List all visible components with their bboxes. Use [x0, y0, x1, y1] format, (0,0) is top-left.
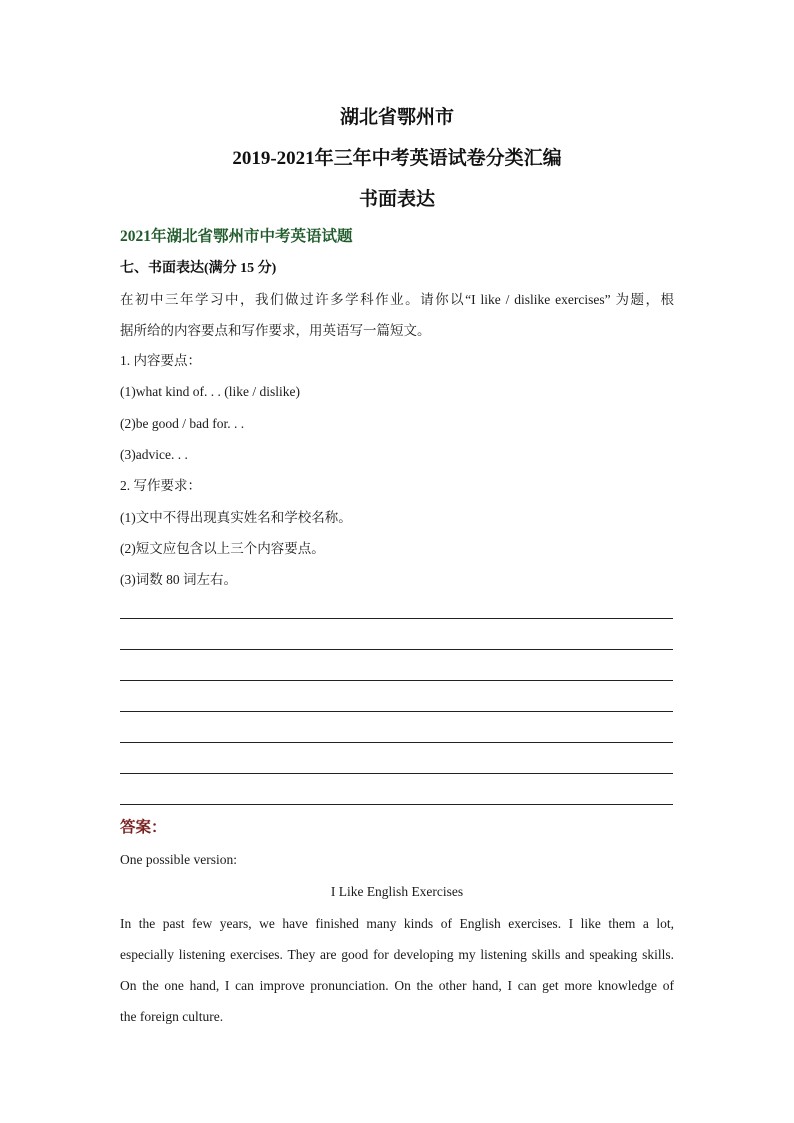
writing-line	[120, 773, 673, 774]
writing-line	[120, 680, 673, 681]
answer-label: 答案：	[120, 819, 167, 836]
essay-line-1: In the past few years, we have finished many kinds of English exercises. I like them a lot,	[120, 916, 674, 931]
point-item-1: (1)what kind of. . . (like / dislike)	[120, 384, 300, 399]
answer-version-label: One possible version:	[120, 852, 237, 867]
document-title-topic: 书面表达	[358, 189, 435, 210]
writing-line	[120, 618, 673, 619]
writing-line	[120, 742, 673, 743]
writing-line	[120, 711, 673, 712]
document-title-series: 2019-2021年三年中考英语试卷分类汇编	[232, 148, 562, 169]
question-intro	[120, 284, 674, 346]
writing-line	[120, 649, 673, 650]
essay-line-3: On the one hand, I can improve pronunciation. On the other hand, I can get more knowledge of	[120, 978, 674, 993]
question-heading: 七、书面表达(满分 15 分)	[120, 261, 277, 276]
requirement-item-3: (3)词数 80 词左右。	[120, 572, 237, 587]
essay-line-2: especially listening exercises. They are good for developing my listening skills and speaking skills.	[120, 947, 674, 962]
section-title: 2021年湖北省鄂州市中考英语试题	[120, 228, 353, 245]
requirements-label: 2. 写作要求：	[120, 478, 201, 493]
point-item-2: (2)be good / bad for. . .	[120, 416, 245, 431]
requirement-item-1: (1)文中不得出现真实姓名和学校名称。	[120, 510, 352, 525]
intro-line-1: 在初中三年学习中，我们做过许多学科作业。请你以“I like / dislike exercises” 为题，根	[120, 292, 674, 307]
document-title-region: 湖北省鄂州市	[339, 107, 454, 128]
point-item-3: (3)advice. . .	[120, 447, 188, 462]
points-label: 1. 内容要点：	[120, 353, 201, 368]
essay-line-4: the foreign culture.	[120, 1009, 224, 1024]
essay-body	[120, 908, 674, 1032]
writing-line	[120, 804, 673, 805]
requirement-item-2: (2)短文应包含以上三个内容要点。	[120, 541, 325, 556]
intro-line-2: 据所给的内容要点和写作要求，用英语写一篇短文。	[120, 323, 431, 338]
essay-title: I Like English Exercises	[330, 884, 464, 899]
